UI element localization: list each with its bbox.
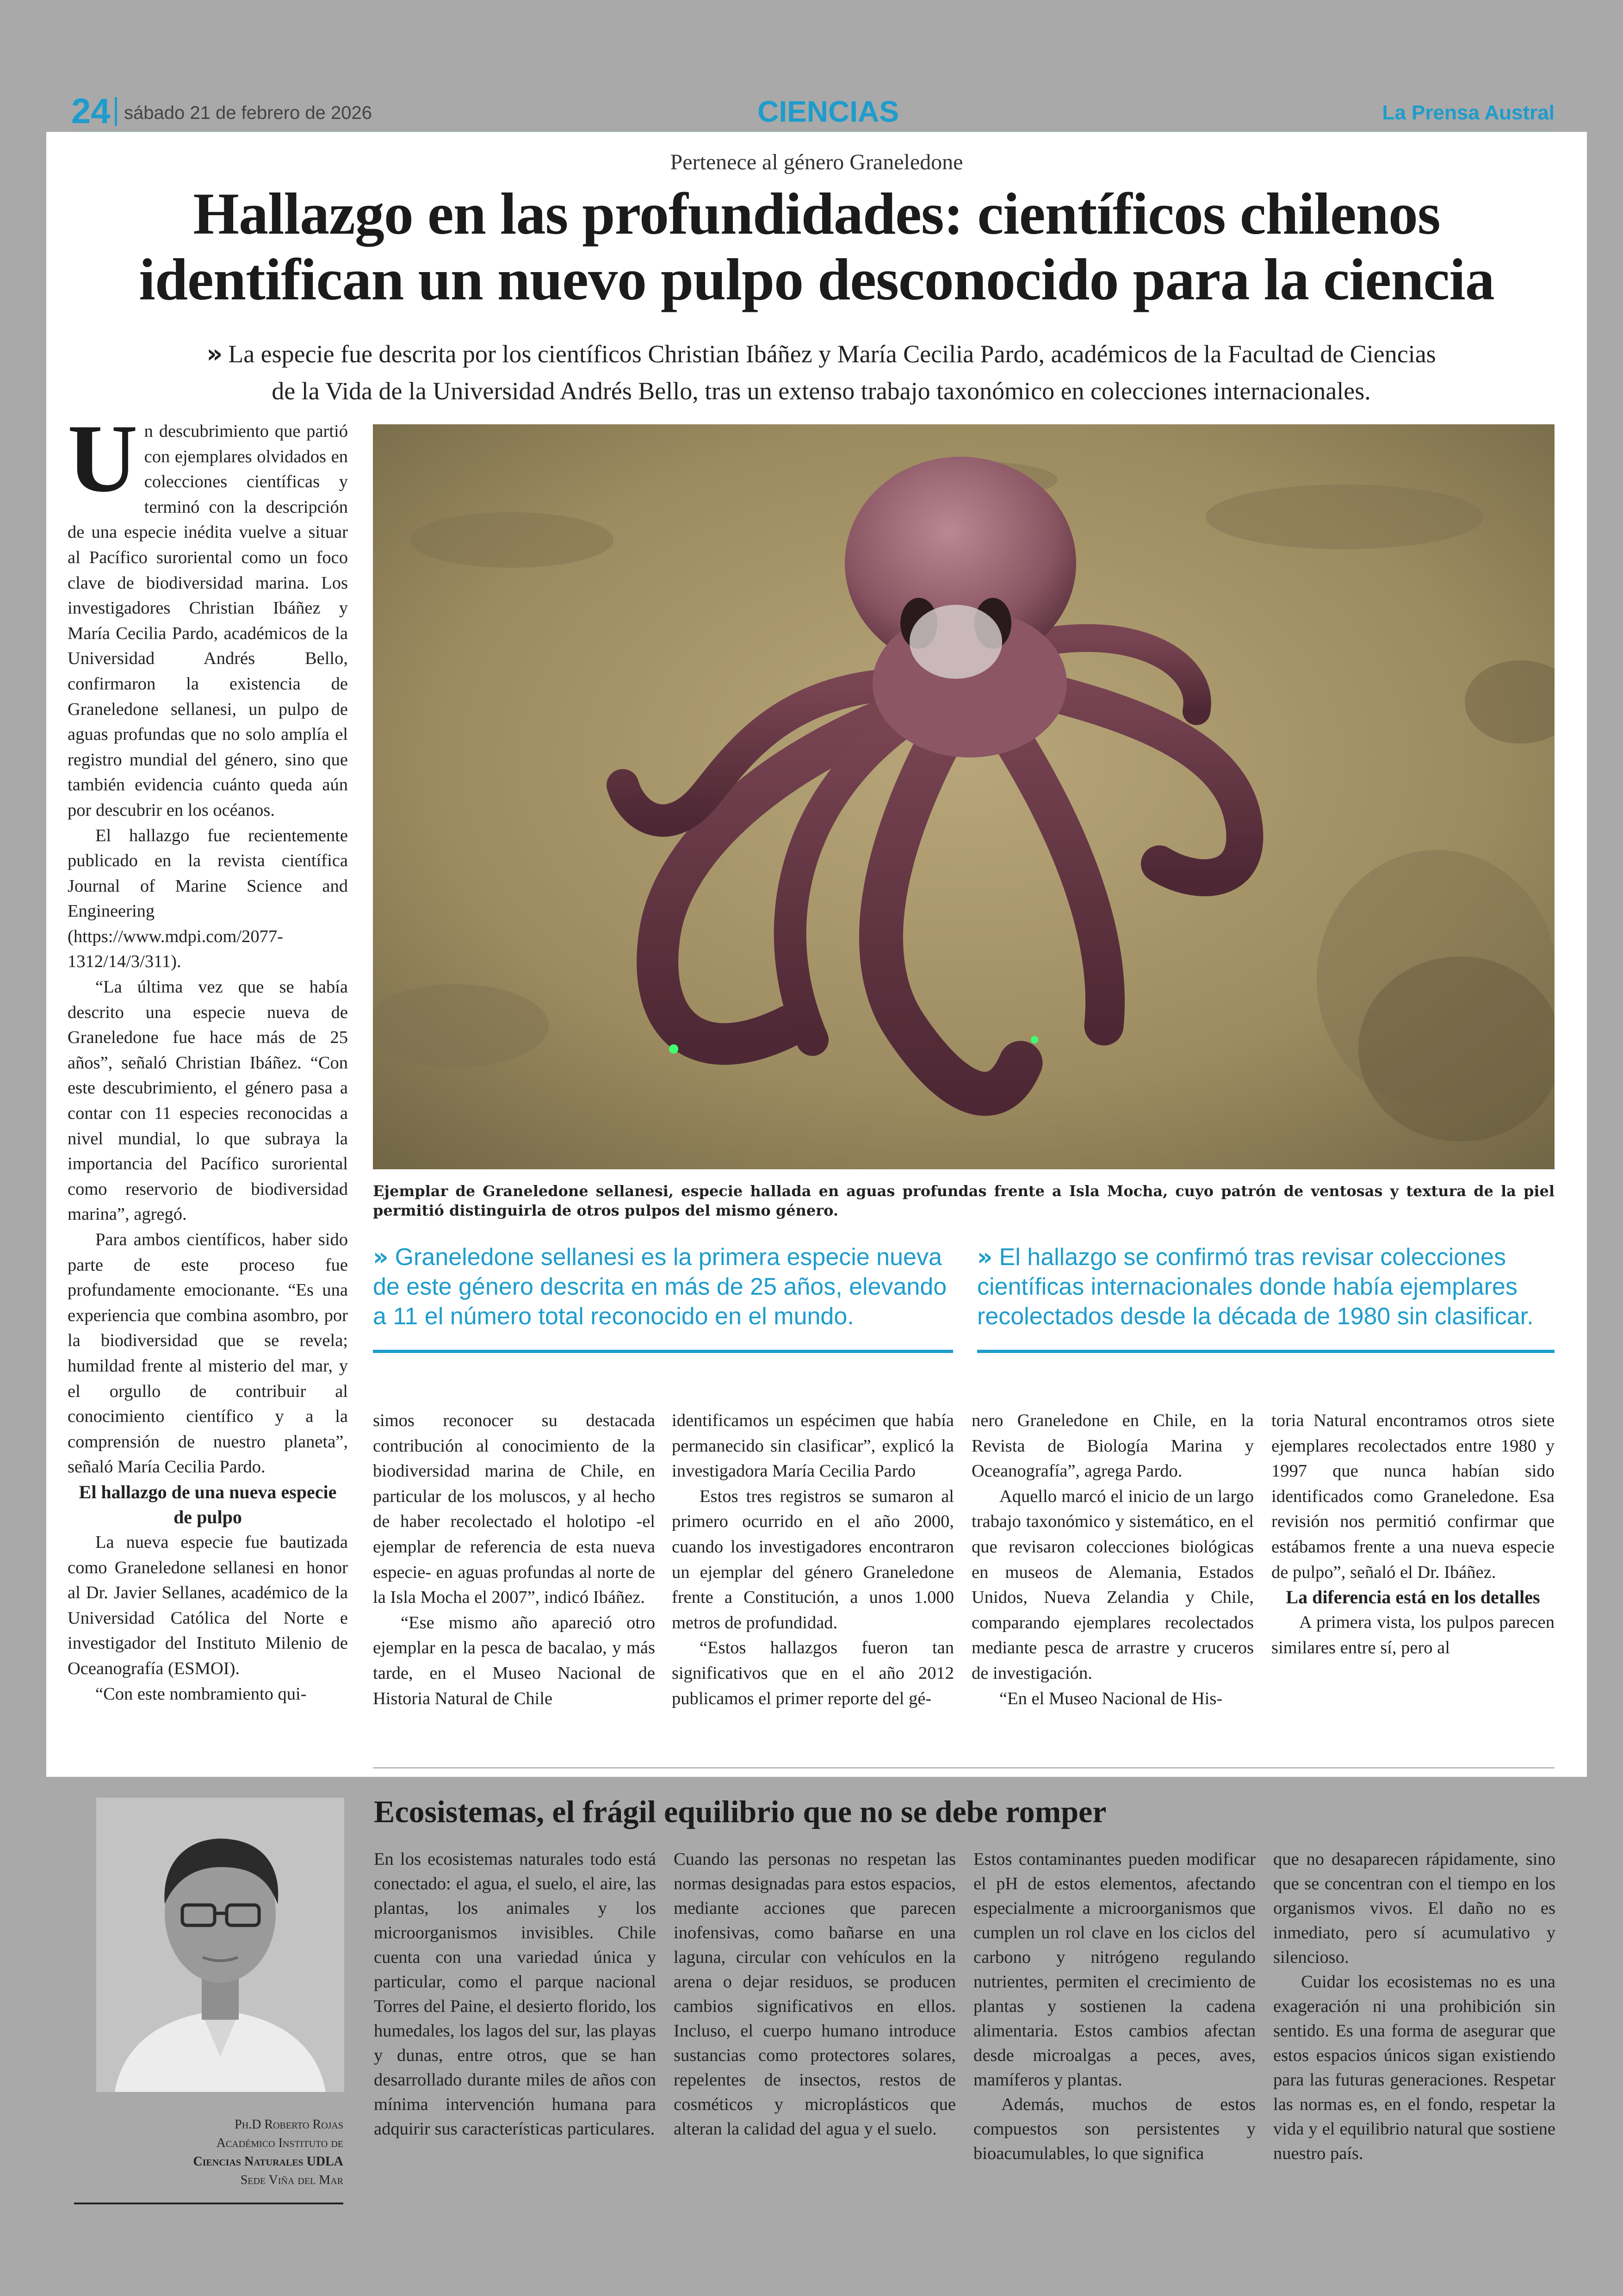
headline-line-1: Hallazgo en las profundidades: científicos chilenos <box>193 181 1440 247</box>
deck-line-1 <box>157 335 1485 372</box>
paragraph: “En el Museo Nacional de His- <box>999 1688 1223 1708</box>
headline-line-2: identifican un nuevo pulpo desconocido para la ciencia <box>139 247 1494 312</box>
opinion-column-1 <box>374 1847 656 2141</box>
author-name: Ph.D Roberto Rojas <box>235 2117 343 2132</box>
article-card <box>46 132 1587 1777</box>
author-title: Académico Instituto de <box>216 2136 343 2150</box>
paragraph: Para ambos científicos, haber sido parte de este proceso fue profundamente emocionante. “Es una experiencia que combina asombro, por la biodiversidad que se revela; humildad frente al misterio del mar, y el orgullo de contribuir al conocimiento científico y a la comprensión de nuestro planeta”, señaló María Cecilia Pardo. <box>68 1230 348 1477</box>
octopus-photo <box>373 424 1555 1169</box>
paragraph: Aquello marcó el inicio de un largo trabajo taxonómico y sistemático, en el que revisaron colecciones biológicas en museos de Alemania, Estados Unidos, Nueva Zelandia y Chile, comparando ejemplares recolectados mediante pesca de arrastre y cruceros de investigación. <box>972 1486 1254 1683</box>
paragraph: “La última vez que se había descrito una especie nueva de Graneledone fue hace más de 25 años”, señaló Christian Ibáñez. “Con este descubrimiento, el género pasa a contar con 11 especies reconocidas a nivel mundial, lo que subraya la importancia del Pacífico suroriental como reservorio de biodiversidad marina”, agregó. <box>68 977 348 1224</box>
article-column-2 <box>373 1408 655 1711</box>
paragraph: Estos contaminantes pueden modificar el pH de estos elementos, afectando especialmente a microorganismos que cumplen un rol clave en los ciclos del carbono y nitrógeno regulando nutrientes, permiten el crecimiento de plantas y sostienen la cadena alimentaria. Estos cambios afectan desde microalgas a peces, aves, mamíferos y plantas. <box>973 1849 1256 2090</box>
paragraph: En los ecosistemas naturales todo está conectado: el agua, el suelo, el aire, las plantas, los animales y los microorganismos invisibles. Chile cuenta con una variedad única y particular, como el parque nacional Torres del Paine, el desierto florido, los humedales, los lagos del sur, las playas y dunas, entre otros, que se han desarrollado durante miles de años con mínima intervención humana para adquirir sus características particulares. <box>374 1849 656 2139</box>
photo-caption: Ejemplar de Graneledone sellanesi, especie hallada en aguas profundas frente a Isla Mocha, cuyo patrón de ventosas y textura de la piel permitió distinguirla de otros pulpos del mismo género. <box>373 1182 1555 1219</box>
paragraph: Además, muchos de estos compuestos son persistentes y bioacumulables, lo que significa <box>973 2095 1256 2163</box>
deck-text-1: La especie fue descrita por los científicos Christian Ibáñez y María Cecilia Pardo, académicos de la Facultad de Ciencias <box>228 340 1436 368</box>
highlight-2-text: El hallazgo se confirmó tras revisar colecciones científicas internacionales donde había ejemplares recolectados desde la década de 1980 sin clasificar. <box>977 1244 1534 1330</box>
paragraph: toria Natural encontramos otros siete ejemplares recolectados entre 1980 y 1997 que nunca habían sido identificados como Graneledone. Esa revisión nos permitió confirmar que estábamos frente a una nueva especie de pulpo”, señaló el Dr. Ibáñez. <box>1271 1411 1555 1582</box>
author-byline <box>74 2116 343 2190</box>
article-column-1 <box>68 405 348 1706</box>
paragraph: que no desaparecen rápidamente, sino que se concentran con el tiempo en los organismos vivos. El daño no es inmediato, pero sí acumulativo y silencioso. <box>1273 1849 1555 1967</box>
highlight-1-rule <box>373 1350 953 1353</box>
author-institution: Ciencias Naturales UDLA <box>193 2154 343 2169</box>
page-header <box>69 91 1555 132</box>
paragraph: nero Graneledone en Chile, en la Revista de Biología Marina y Oceanografía”, agrega Pardo. <box>972 1411 1254 1481</box>
paragraph: Cuidar los ecosistemas no es una exageración ni una prohibición sin sentido. Es una forma de asegurar que estos espacios únicos sigan existiendo para las futuras generaciones. Respetar las normas es, en el fondo, respetar la vida y el equilibrio natural que sostiene nuestro país. <box>1273 1972 1555 2163</box>
paragraph: A primera vista, los pulpos parecen similares entre sí, pero al <box>1271 1613 1555 1657</box>
highlight-1 <box>373 1242 951 1331</box>
paragraph: Estos tres registros se sumaron al primero ocurrido en el año 2000, cuando los investigadores encontraron un ejemplar del género Graneledone frente a Constitución, a unos 1.000 metros de profundidad. <box>672 1486 954 1632</box>
paragraph: “Con este nombramiento qui- <box>95 1684 307 1704</box>
paragraph: identificamos un espécimen que había permanecido sin clasificar”, explicó la investigadora María Cecilia Pardo <box>672 1411 954 1481</box>
author-photo <box>96 1798 344 2092</box>
paragraph: El hallazgo fue recientemente publicado en la revista científica Journal of Marine Science and Engineering (https://www.mdpi.com/2077-1312/14/3/311). <box>68 825 348 972</box>
highlight-2-rule <box>977 1350 1555 1353</box>
opinion-column-4 <box>1273 1847 1555 2166</box>
byline-rule <box>74 2203 343 2204</box>
page-number: 24 <box>71 92 111 131</box>
highlight-1-text: Graneledone sellanesi es la primera especie nueva de este género descrita en más de 25 años, elevando a 11 el número total reconocido en el mundo. <box>373 1244 947 1330</box>
chevron-right-icon: » <box>977 1243 993 1271</box>
paragraph: simos reconocer su destacada contribución al conocimiento de la biodiversidad marina de Chile, en particular de los moluscos, y al hecho de haber recolectado el holotipo -el ejemplar de referencia de esta nueva especie- en aguas profundas al norte de la Isla Mocha el 2007”, indicó Ibáñez. <box>373 1411 655 1607</box>
chevron-right-icon: » <box>373 1243 389 1271</box>
section-name: CIENCIAS <box>757 95 899 128</box>
chevron-right-icon: » <box>206 339 223 368</box>
opinion-title: Ecosistemas, el frágil equilibrio que no se debe romper <box>374 1794 1107 1829</box>
article-column-4 <box>972 1408 1254 1711</box>
opinion-column-3 <box>973 1847 1256 2166</box>
subheading: El hallazgo de una nueva especie de pulpo <box>79 1481 337 1527</box>
article-deck <box>157 335 1485 410</box>
author-campus: Sede Viña del Mar <box>240 2173 343 2187</box>
paragraph: “Estos hallazgos fueron tan significativos que en el año 2012 publicamos el primer reporte del gé- <box>672 1638 954 1708</box>
paragraph: Cuando las personas no respetan las normas designadas para estos espacios, mediante acciones que parecen inofensivas, como bañarse en una laguna, circular con vehículos en la arena o dejar residuos, se producen cambios significativos en ellos. Incluso, el cuerpo humano introduce sustancias como protectores solares, repelentes de insectos, restos de cosméticos y microplásticos que alteran la calidad del agua y el suelo. <box>674 1849 956 2139</box>
deck-line-2: de la Vida de la Universidad Andrés Bello, tras un extenso trabajo taxonómico en colecciones internacionales. <box>272 377 1371 405</box>
subheading: La diferencia está en los detalles <box>1286 1587 1540 1608</box>
publication-date: sábado 21 de febrero de 2026 <box>124 103 372 123</box>
article-column-3 <box>672 1408 954 1711</box>
article-headline <box>74 181 1559 312</box>
newspaper-name: La Prensa Austral <box>1382 101 1555 124</box>
opinion-column-2 <box>674 1847 956 2141</box>
paragraph: Un descubrimiento que partió con ejemplares olvidados en colecciones científicas y terminó con la descripción de una especie inédita vuelve a situar al Pacífico suroriental como un foco clave de biodiversidad marina. Los investigadores Christian Ibáñez y María Cecilia Pardo, académicos de la Universidad Andrés Bello, confirmaron la existencia de Graneledone sellanesi, un pulpo de aguas profundas que no solo amplía el registro mundial del género, sino que también evidencia cuánto queda aún por descubrir en los océanos. <box>68 405 348 820</box>
page-number-divider <box>115 97 117 126</box>
paragraph: “Ese mismo año apareció otro ejemplar en la pesca de bacalao, y más tarde, en el Museo Nacional de Historia Natural de Chile <box>373 1613 655 1708</box>
drop-cap: U <box>68 405 138 512</box>
article-bottom-rule <box>373 1767 1555 1769</box>
article-column-5 <box>1271 1408 1555 1660</box>
paragraph: La nueva especie fue bautizada como Graneledone sellanesi en honor al Dr. Javier Sellanes, académico de la Universidad Católica del Norte e investigador del Instituto Milenio de Oceanografía (ESMOI). <box>68 1532 348 1678</box>
article-kicker: Pertenece al género Graneledone <box>670 150 963 174</box>
highlight-2 <box>977 1242 1555 1331</box>
